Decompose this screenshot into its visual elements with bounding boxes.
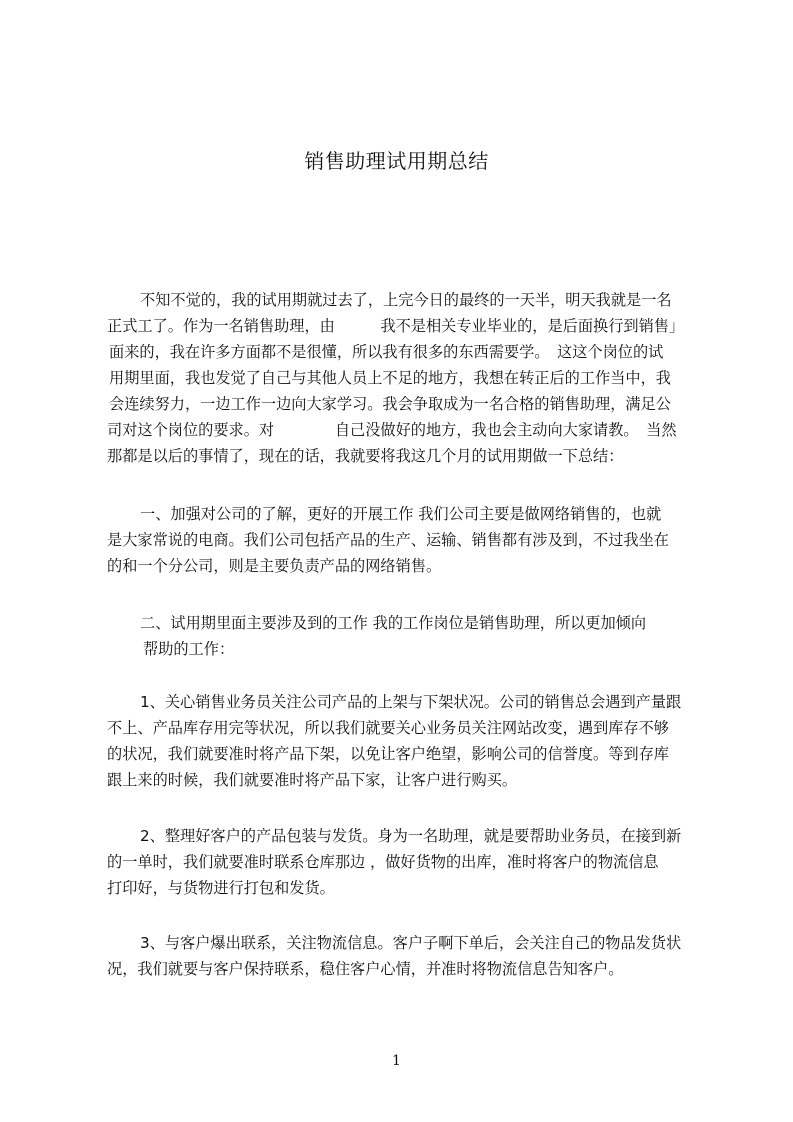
paragraph-line: 不上、产品库存用完等状况，所以我们就要关心业务员关注网站改变，遇到库存不够 — [107, 719, 669, 737]
paragraph-line: 会连续努力，一边工作一边向大家学习。我会争取成为一名合格的销售助理，满足公 — [109, 395, 671, 413]
paragraph-line: 打印好，与货物进行打包和发货。 — [107, 879, 335, 897]
paragraph-line: 那都是以后的事情了，现在的话，我就要将我这几个月的试用期做一下总结： — [107, 447, 624, 465]
paragraph-line: 1、关心销售业务员关注公司产品的上架与下架状况。公司的销售总会遇到产量跟 — [140, 693, 682, 711]
page-number: 1 — [392, 1053, 401, 1069]
paragraph-line: 的和一个分公司，则是主要负责产品的网络销售。 — [107, 557, 442, 575]
paragraph-line: 二、试用期里面主要涉及到的工作 我的工作岗位是销售助理，所以更加倾向 — [140, 614, 647, 632]
paragraph-line: 3、与客户爆出联系，关注物流信息。客户子啊下单后，会关注自己的物品发货状 — [140, 934, 682, 952]
paragraph-line: 跟上来的时候，我们就要准时将产品下家，让客户进行购买。 — [107, 771, 518, 789]
paragraph-line: 的状况，我们就要准时将产品下架，以免让客户绝望，影响公司的信誉度。等到存库 — [107, 745, 669, 763]
paragraph-line: 面来的，我在许多方面都不是很懂，所以我有很多的东西需要学。 这这个岗位的试 — [109, 343, 664, 361]
paragraph-line: 司对这个岗位的要求。对 自己没做好的地方，我也会主动向大家请教。 当然 — [107, 421, 677, 439]
document-title: 销售助理试用期总结 — [304, 149, 489, 173]
paragraph-line: 不知不觉的，我的试用期就过去了，上完今日的最终的一天半，明天我就是一名 — [140, 291, 672, 309]
paragraph-line: 用期里面，我也发觉了自己与其他人员上不足的地方，我想在转正后的工作当中，我 — [109, 369, 671, 387]
paragraph-line: 是大家常说的电商。我们公司包括产品的生产、运输、销售都有涉及到，不过我坐在 — [107, 531, 669, 549]
paragraph-line: 的一单时，我们就要准时联系仓库那边 ，做好货物的出库，准时将客户的物流信息 — [107, 853, 659, 871]
paragraph-line: 帮助的工作： — [143, 640, 235, 658]
paragraph-line: 正式工了。作为一名销售助理，由 我不是相关专业毕业的，是后面换行到销售」 — [107, 317, 685, 335]
paragraph-line: 况，我们就要与客户保持联系，稳住客户心情，并准时将物流信息告知客户。 — [107, 960, 624, 978]
paragraph-line: 2、整理好客户的产品包装与发货。身为一名助理，就是要帮助业务员，在接到新 — [140, 827, 682, 845]
paragraph-line: 一、加强对公司的了解，更好的开展工作 我们公司主要是做网络销售的，也就 — [140, 505, 662, 523]
